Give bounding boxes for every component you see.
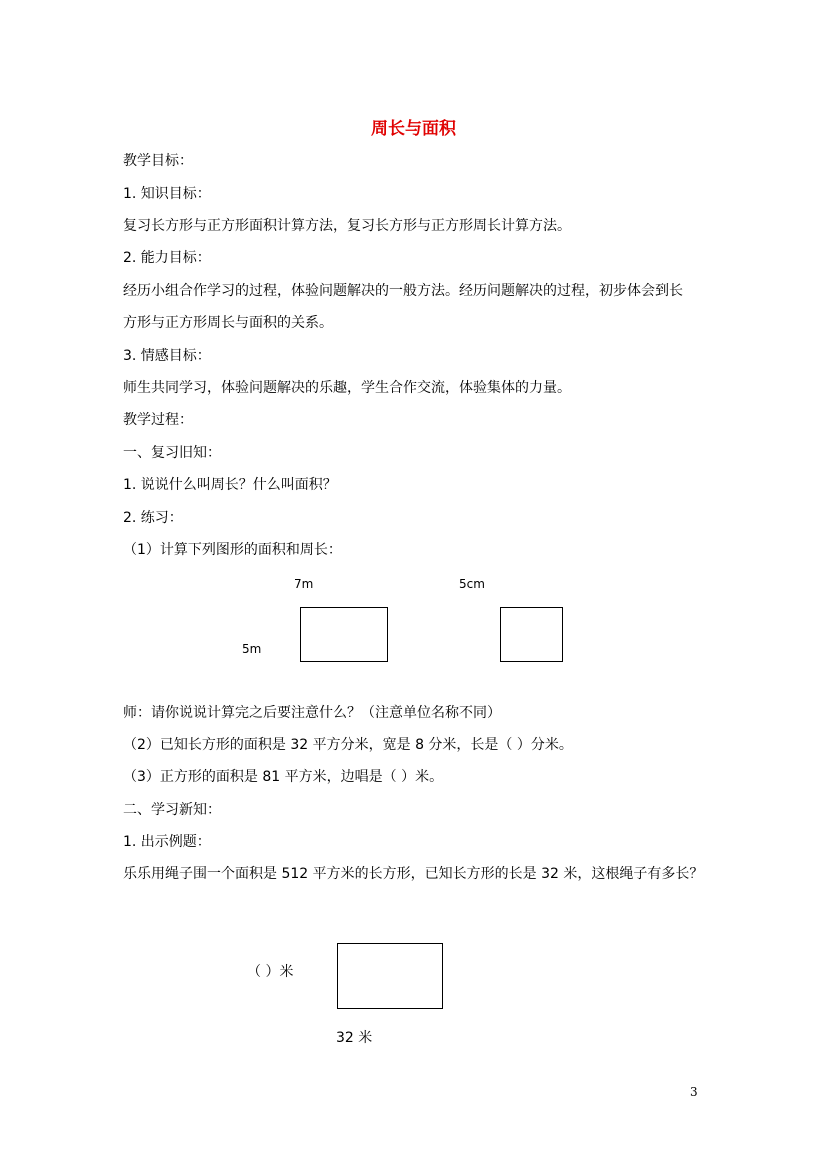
text-line: 师：请你说说计算完之后要注意什么？（注意单位名称不同） [123,705,501,721]
text-line: 3. 情感目标： [123,348,211,364]
example-rectangle-shape [337,943,443,1009]
rectangle-length-label: 32 米 [336,1030,373,1046]
text-line: 教学目标： [123,153,193,169]
text-line: 2. 能力目标： [123,250,211,266]
text-line: 复习长方形与正方形面积计算方法，复习长方形与正方形周长计算方法。 [123,218,571,234]
text-line: （2）已知长方形的面积是 32 平方分米，宽是 8 分米，长是（ ）分米。 [123,737,573,753]
text-line: （1）计算下列图形的面积和周长： [123,542,342,558]
rectangle-shape [300,607,388,662]
text-line: （3）正方形的面积是 81 平方米，边唱是（ ）米。 [123,769,444,785]
document-title: 周长与面积 [371,119,456,139]
text-line: 二、学习新知： [123,802,221,818]
text-line: 一、复习旧知： [123,445,221,461]
text-line: 乐乐用绳子围一个面积是 512 平方米的长方形，已知长方形的长是 32 米，这根绳子有多长？ [123,866,704,882]
text-line: 2. 练习： [123,510,183,526]
text-line: 1. 知识目标： [123,186,211,202]
square-shape [500,607,563,662]
rectangle-height-blank-label: （ ）米 [247,964,294,980]
text-line: 教学过程： [123,412,193,428]
text-line: 方形与正方形周长与面积的关系。 [123,315,333,331]
page-number: 3 [690,1085,698,1099]
text-line: 1. 说说什么叫周长？什么叫面积？ [123,477,337,493]
text-line: 经历小组合作学习的过程，体验问题解决的一般方法。经历问题解决的过程，初步体会到长 [123,283,683,299]
text-line: 1. 出示例题： [123,834,211,850]
rectangle-height-label: 5m [242,642,262,656]
text-line: 师生共同学习，体验问题解决的乐趣，学生合作交流，体验集体的力量。 [123,380,571,396]
rectangle-width-label: 7m [294,577,314,591]
square-side-label: 5cm [459,577,485,591]
